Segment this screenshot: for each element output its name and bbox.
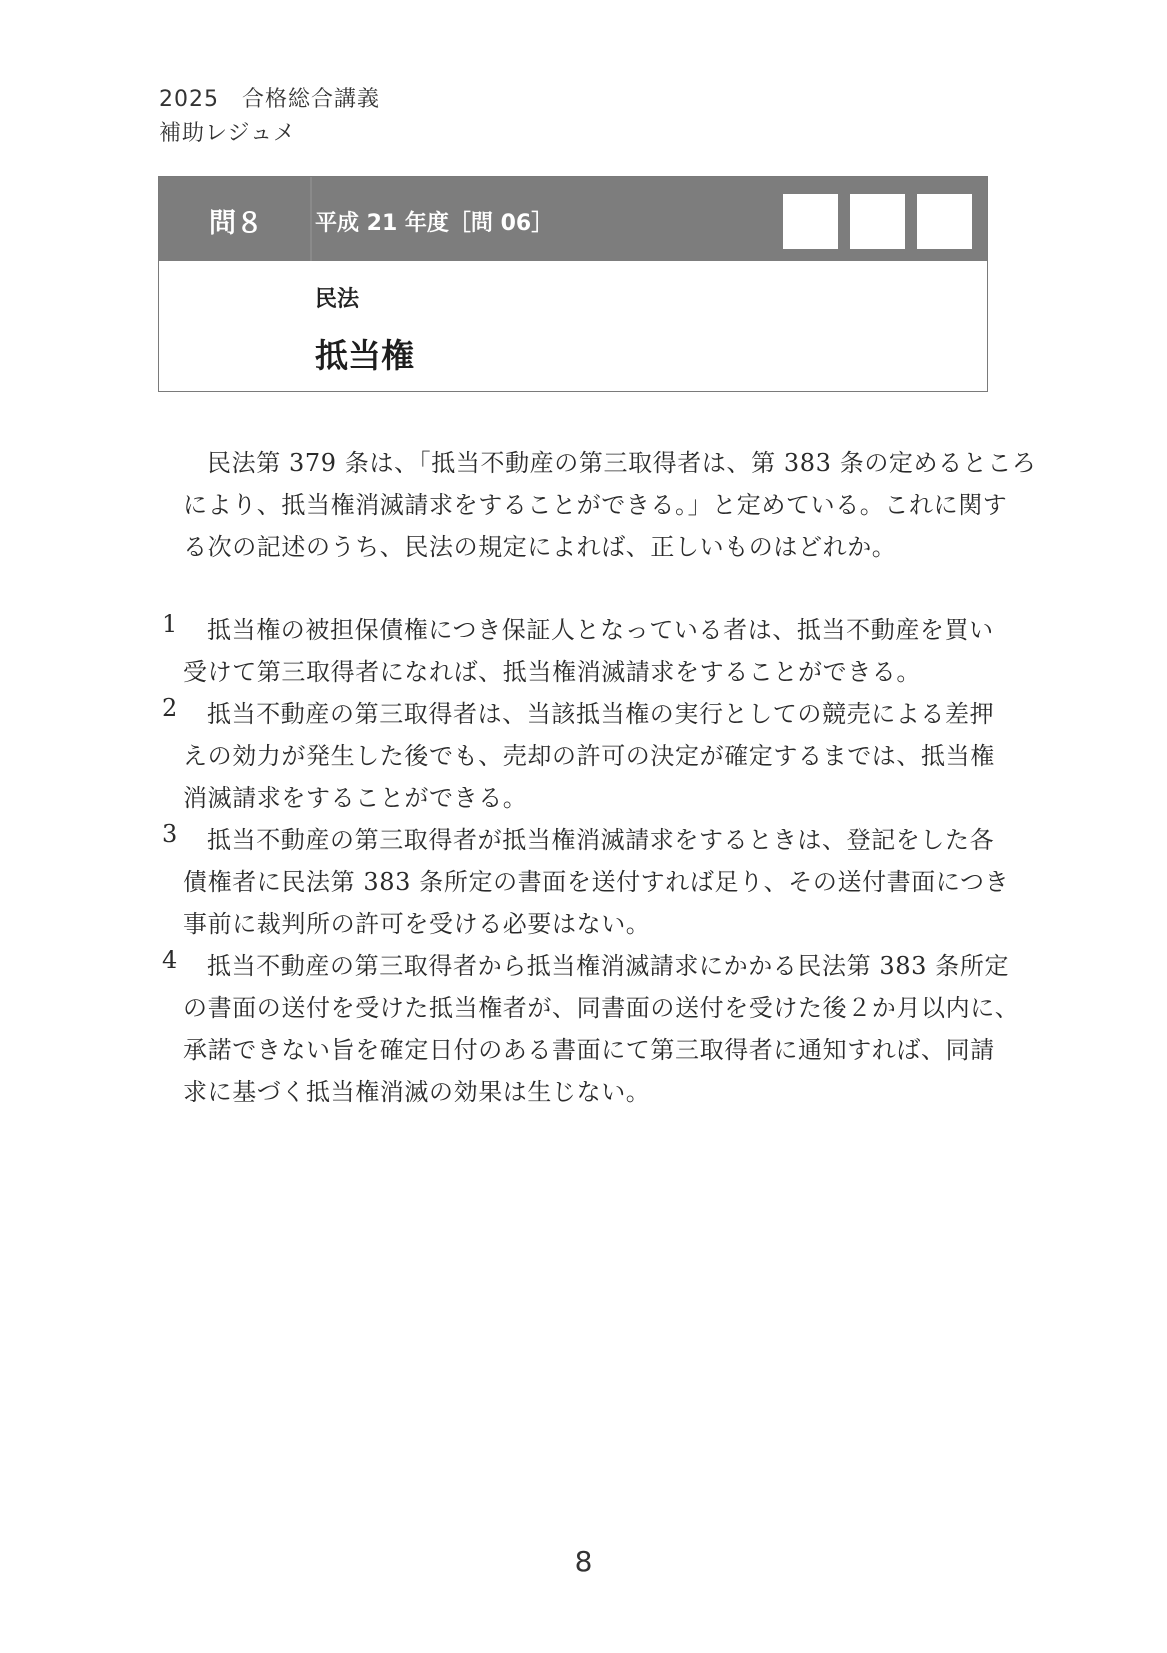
question-source: 平成 21 年度［問 06］: [315, 211, 554, 236]
question-number: 問８: [209, 208, 263, 239]
check-box-3[interactable]: [917, 194, 972, 249]
prompt-line: る次の記述のうち、民法の規定によれば、正しいものはどれか。: [183, 533, 897, 561]
page-number: 8: [574, 1545, 593, 1578]
choice-line: の書面の送付を受けた抵当権者が、同書面の送付を受けた後２か月以内に、: [183, 994, 1020, 1022]
choice-line: 抵当不動産の第三取得者が抵当権消滅請求をするときは、登記をした各: [207, 826, 995, 854]
choice-line: 抵当不動産の第三取得者は、当該抵当権の実行としての競売による差押: [207, 700, 995, 728]
subject-label: 民法: [315, 287, 360, 312]
course-title: 2025 合格総合講義: [159, 87, 380, 112]
choice-line: 事前に裁判所の許可を受ける必要はない。: [183, 910, 651, 938]
check-box-1[interactable]: [783, 194, 838, 249]
document-type: 補助レジュメ: [159, 121, 297, 146]
prompt-line: により、抵当権消滅請求をすることができる。」と定めている。これに関す: [183, 491, 1008, 519]
choice-number: 2: [162, 694, 178, 722]
choice-line: 抵当不動産の第三取得者から抵当権消滅請求にかかる民法第 383 条所定: [207, 952, 1010, 980]
check-box-2[interactable]: [850, 194, 905, 249]
choice-line: 求に基づく抵当権消滅の効果は生じない。: [183, 1078, 651, 1106]
choice-line: 抵当権の被担保債権につき保証人となっている者は、抵当不動産を買い: [207, 616, 994, 644]
choice-line: 消滅請求をすることができる。: [183, 784, 528, 812]
header-divider: [310, 177, 312, 261]
choice-line: 債権者に民法第 383 条所定の書面を送付すれば足り、その送付書面につき: [183, 868, 1010, 896]
choice-line: えの効力が発生した後でも、売却の許可の決定が確定するまでは、抵当権: [183, 742, 995, 770]
choice-line: 受けて第三取得者になれば、抵当権消滅請求をすることができる。: [183, 658, 921, 686]
choice-line: 承諾できない旨を確定日付のある書面にて第三取得者に通知すれば、同請: [183, 1036, 995, 1064]
choice-number: 4: [162, 946, 178, 974]
question-header-bar: [159, 177, 987, 261]
question-header-box: [158, 176, 988, 392]
prompt-line: 民法第 379 条は、「抵当不動産の第三取得者は、第 383 条の定めるところ: [207, 449, 1037, 477]
choice-number: 1: [162, 610, 178, 638]
topic-title: 抵当権: [315, 336, 414, 375]
choice-number: 3: [162, 820, 178, 848]
